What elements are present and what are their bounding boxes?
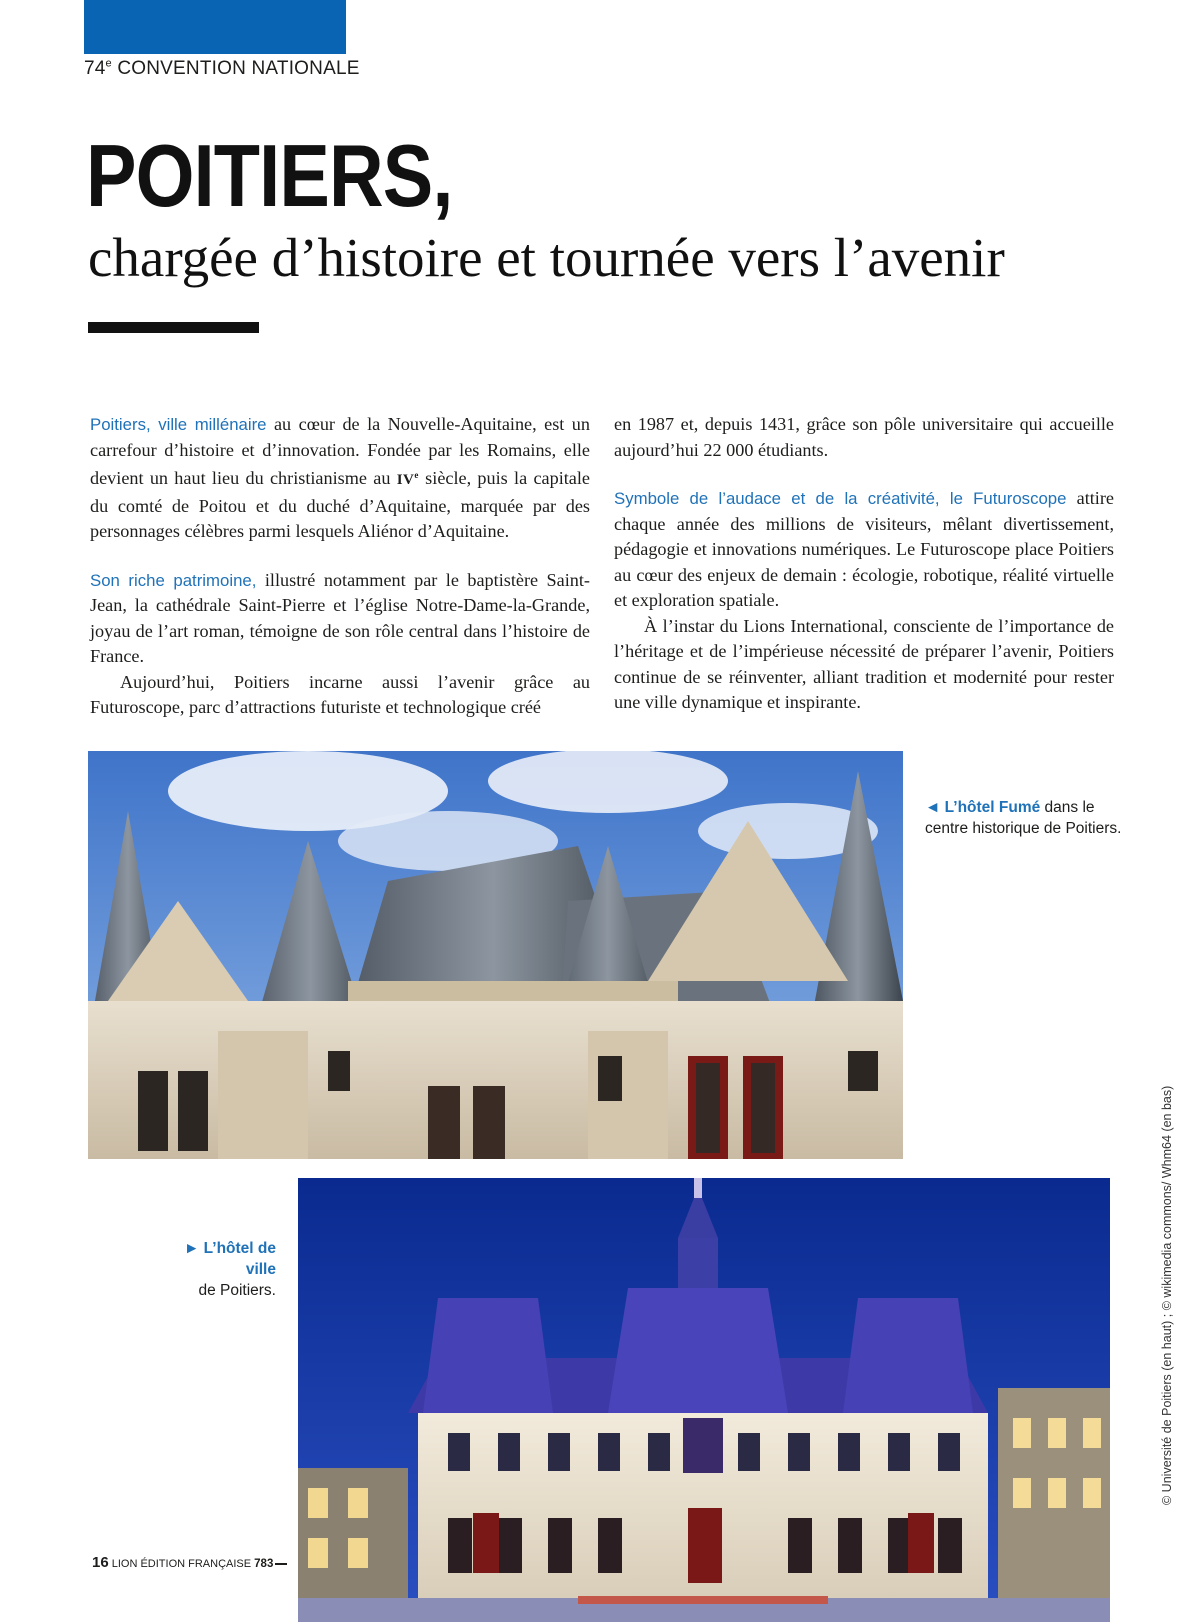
footer-dash [275,1563,287,1565]
photo-credit: © Université de Poitiers (en haut) ; © wikimedia commons/ Whm64 (en bas) [1160,1085,1174,1505]
caption-text: de Poitiers. [198,1282,276,1299]
paragraph-1 [90,412,590,545]
paragraph-text: attire chaque année des millions de visiteurs, mêlant divertissement, pédagogie et innovations numériques. Le Futuroscope place Poitiers au cœur des enjeux de demain : écologie, robotique, réalité virtuelle et exploration spatiale. [614,488,1114,610]
caption-hotel-de-ville [160,1238,276,1301]
century-ordinal: e [414,470,419,480]
section-text: CONVENTION NATIONALE [111,58,360,79]
lead-phrase: Symbole de l’audace et de la créativité, le Futuroscope [614,489,1067,508]
photo-hotel-fume [88,751,903,1159]
lead-phrase: Poitiers, ville millénaire [90,415,267,434]
paragraph-text: illustré notamment par le baptistère Saint-Jean, la cathédrale Saint-Pierre et l’église Notre-Dame-la-Grande, joyau de l’art roman, témoigne de son rôle central dans l’histoire de France. [90,569,590,666]
page-footer [92,1554,287,1571]
section-ordinal: e [105,57,112,70]
paragraph-text: en 1987 et, depuis 1431, grâce son pôle universitaire qui accueille aujourd’hui 22 000 étudiants. [614,414,1114,460]
magazine-name: LION ÉDITION FRANÇAISE [108,1558,255,1570]
header-color-bar [84,0,346,54]
text-column-right [614,412,1114,716]
paragraph-text: au cœur de la Nouvelle-Aquitaine, est un carrefour d’histoire et d’innovation. Fondée par les Romains, elle devient un haut lieu du christianisme au [90,414,590,488]
caption-text: dans le centre historique de Poitiers. [925,799,1122,837]
paragraph-2 [90,568,590,670]
century-numeral [397,472,419,488]
caption-hotel-fume [925,797,1125,839]
article-title: POITIERS, [86,126,453,225]
caption-arrow-left: ◄ [925,799,945,816]
caption-arrow-right: ► [184,1240,204,1257]
caption-bold: L’hôtel Fumé [944,799,1041,816]
title-rule [88,322,259,333]
page-number: 16 [92,1554,109,1571]
section-number: 74 [84,58,106,79]
hotel-de-ville-illustration [298,1178,1110,1622]
paragraph-3-continued [614,412,1114,463]
paragraph-5 [614,614,1114,716]
caption-bold: L’hôtel de ville [203,1240,276,1278]
hotel-fume-illustration [88,751,903,1159]
text-column-left [90,412,590,721]
paragraph-text: siècle, puis la capitale du comté de Poitou et du duché d’Aquitaine, marquée par des personnages célèbres parmi lesquels Aliénor d’Aquitaine. [90,468,591,541]
issue-number: 783 [254,1558,274,1570]
article-subtitle: chargée d’histoire et tournée vers l’avenir [88,227,1005,288]
photo-hotel-de-ville [298,1178,1110,1622]
paragraph-3 [90,670,590,721]
section-label [84,58,360,80]
century-roman: IV [396,472,415,488]
paragraph-4 [614,486,1114,614]
lead-phrase: Son riche patrimoine, [90,570,257,590]
paragraph-text: Aujourd’hui, Poitiers incarne aussi l’avenir grâce au Futuroscope, parc d’attractions futuriste et technologique créé [90,671,590,717]
paragraph-text: À l’instar du Lions International, consciente de l’importance de l’héritage et de l’impérieuse nécessité de préparer l’avenir, Poitiers continue de se réinventer, alliant tradition et modernité pour rester une ville dynamique et inspirante. [614,615,1114,712]
